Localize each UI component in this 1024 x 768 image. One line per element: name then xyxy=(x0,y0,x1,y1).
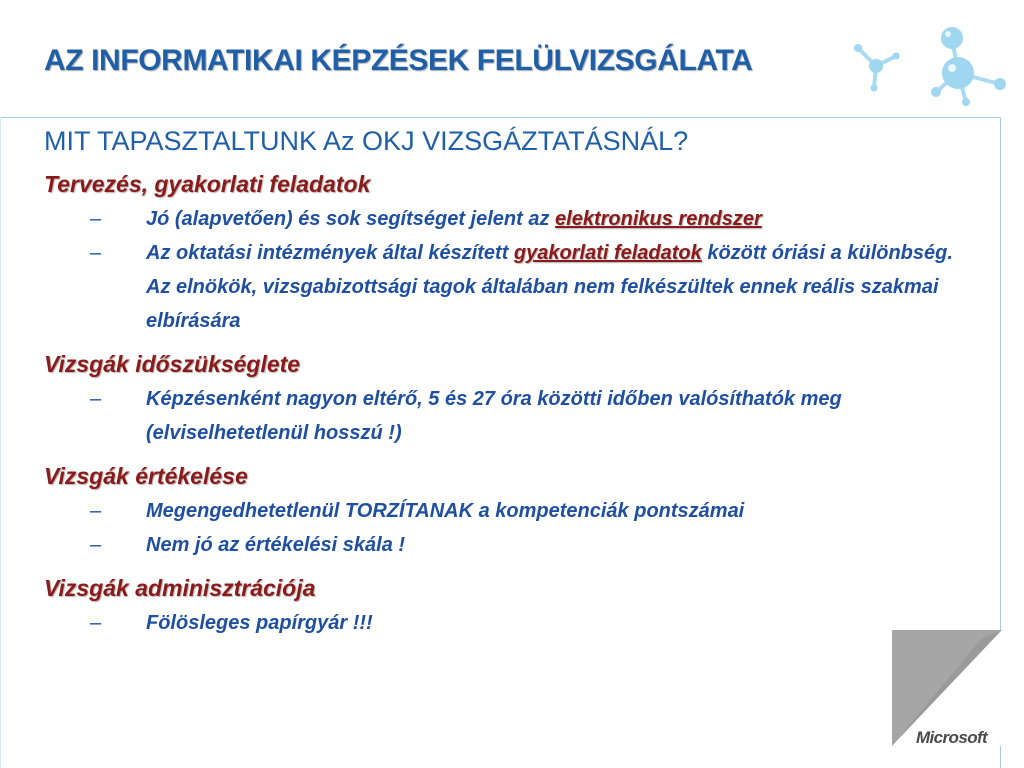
slide-content xyxy=(44,124,974,650)
bullet-item xyxy=(44,494,974,528)
section-heading: Vizsgák időszükséglete xyxy=(44,351,301,377)
bullet-text: Képzésenként nagyon eltérő, 5 és 27 óra közötti időben valósíthatók meg (elviselhetetlenül hosszú !) xyxy=(146,388,842,444)
molecule-icon xyxy=(848,18,1008,108)
sections-container xyxy=(44,168,974,640)
bullet-list xyxy=(44,494,974,562)
bullet-list xyxy=(44,382,974,450)
frame-left-edge xyxy=(0,117,1,768)
bullet-item xyxy=(44,202,974,236)
bullet-text: Az oktatási intézmények által készített xyxy=(146,242,514,264)
bullet-highlight: elektronikus rendszer xyxy=(555,208,762,230)
bullet-highlight: gyakorlati feladatok xyxy=(513,242,702,264)
section-heading: Vizsgák adminisztrációja xyxy=(44,575,316,601)
bullet-text: Nem jó az értékelési skála ! xyxy=(146,534,406,556)
bullet-item xyxy=(44,606,974,640)
section-heading: Vizsgák értékelése xyxy=(44,463,248,489)
bullet-text: Fölösleges papírgyár !!! xyxy=(146,612,373,634)
bullet-dash: – xyxy=(90,534,102,556)
bullet-dash: – xyxy=(90,388,102,410)
bullet-text: Megengedhetetlenül TORZÍTANAK a kompetenciák pontszámai xyxy=(146,500,745,522)
microsoft-logo: Microsoft xyxy=(916,728,988,747)
bullet-item xyxy=(44,382,974,450)
bullet-list xyxy=(44,606,974,640)
slide-subtitle: MIT TAPASZTALTUNK Az OKJ VIZSGÁZTATÁSNÁL? xyxy=(44,126,689,156)
bullet-dash: – xyxy=(90,242,102,264)
bullet-dash: – xyxy=(90,612,102,634)
bullet-text: Jó (alapvetően) és sok segítséget jelent az xyxy=(146,208,556,230)
bullet-item xyxy=(44,236,974,338)
bullet-dash: – xyxy=(90,208,102,230)
bullet-text-end: között óriási a különbség. Az elnökök, vizsgabizottsági tagok általában nem felkészültek ennek reális szakmai elbírására xyxy=(146,242,953,332)
slide-title: AZ INFORMATIKAI KÉPZÉSEK FELÜLVIZSGÁLATA xyxy=(44,44,753,77)
bullet-list xyxy=(44,202,974,338)
bullet-dash: – xyxy=(90,500,102,522)
bullet-item xyxy=(44,528,974,562)
section-heading: Tervezés, gyakorlati feladatok xyxy=(44,171,371,197)
